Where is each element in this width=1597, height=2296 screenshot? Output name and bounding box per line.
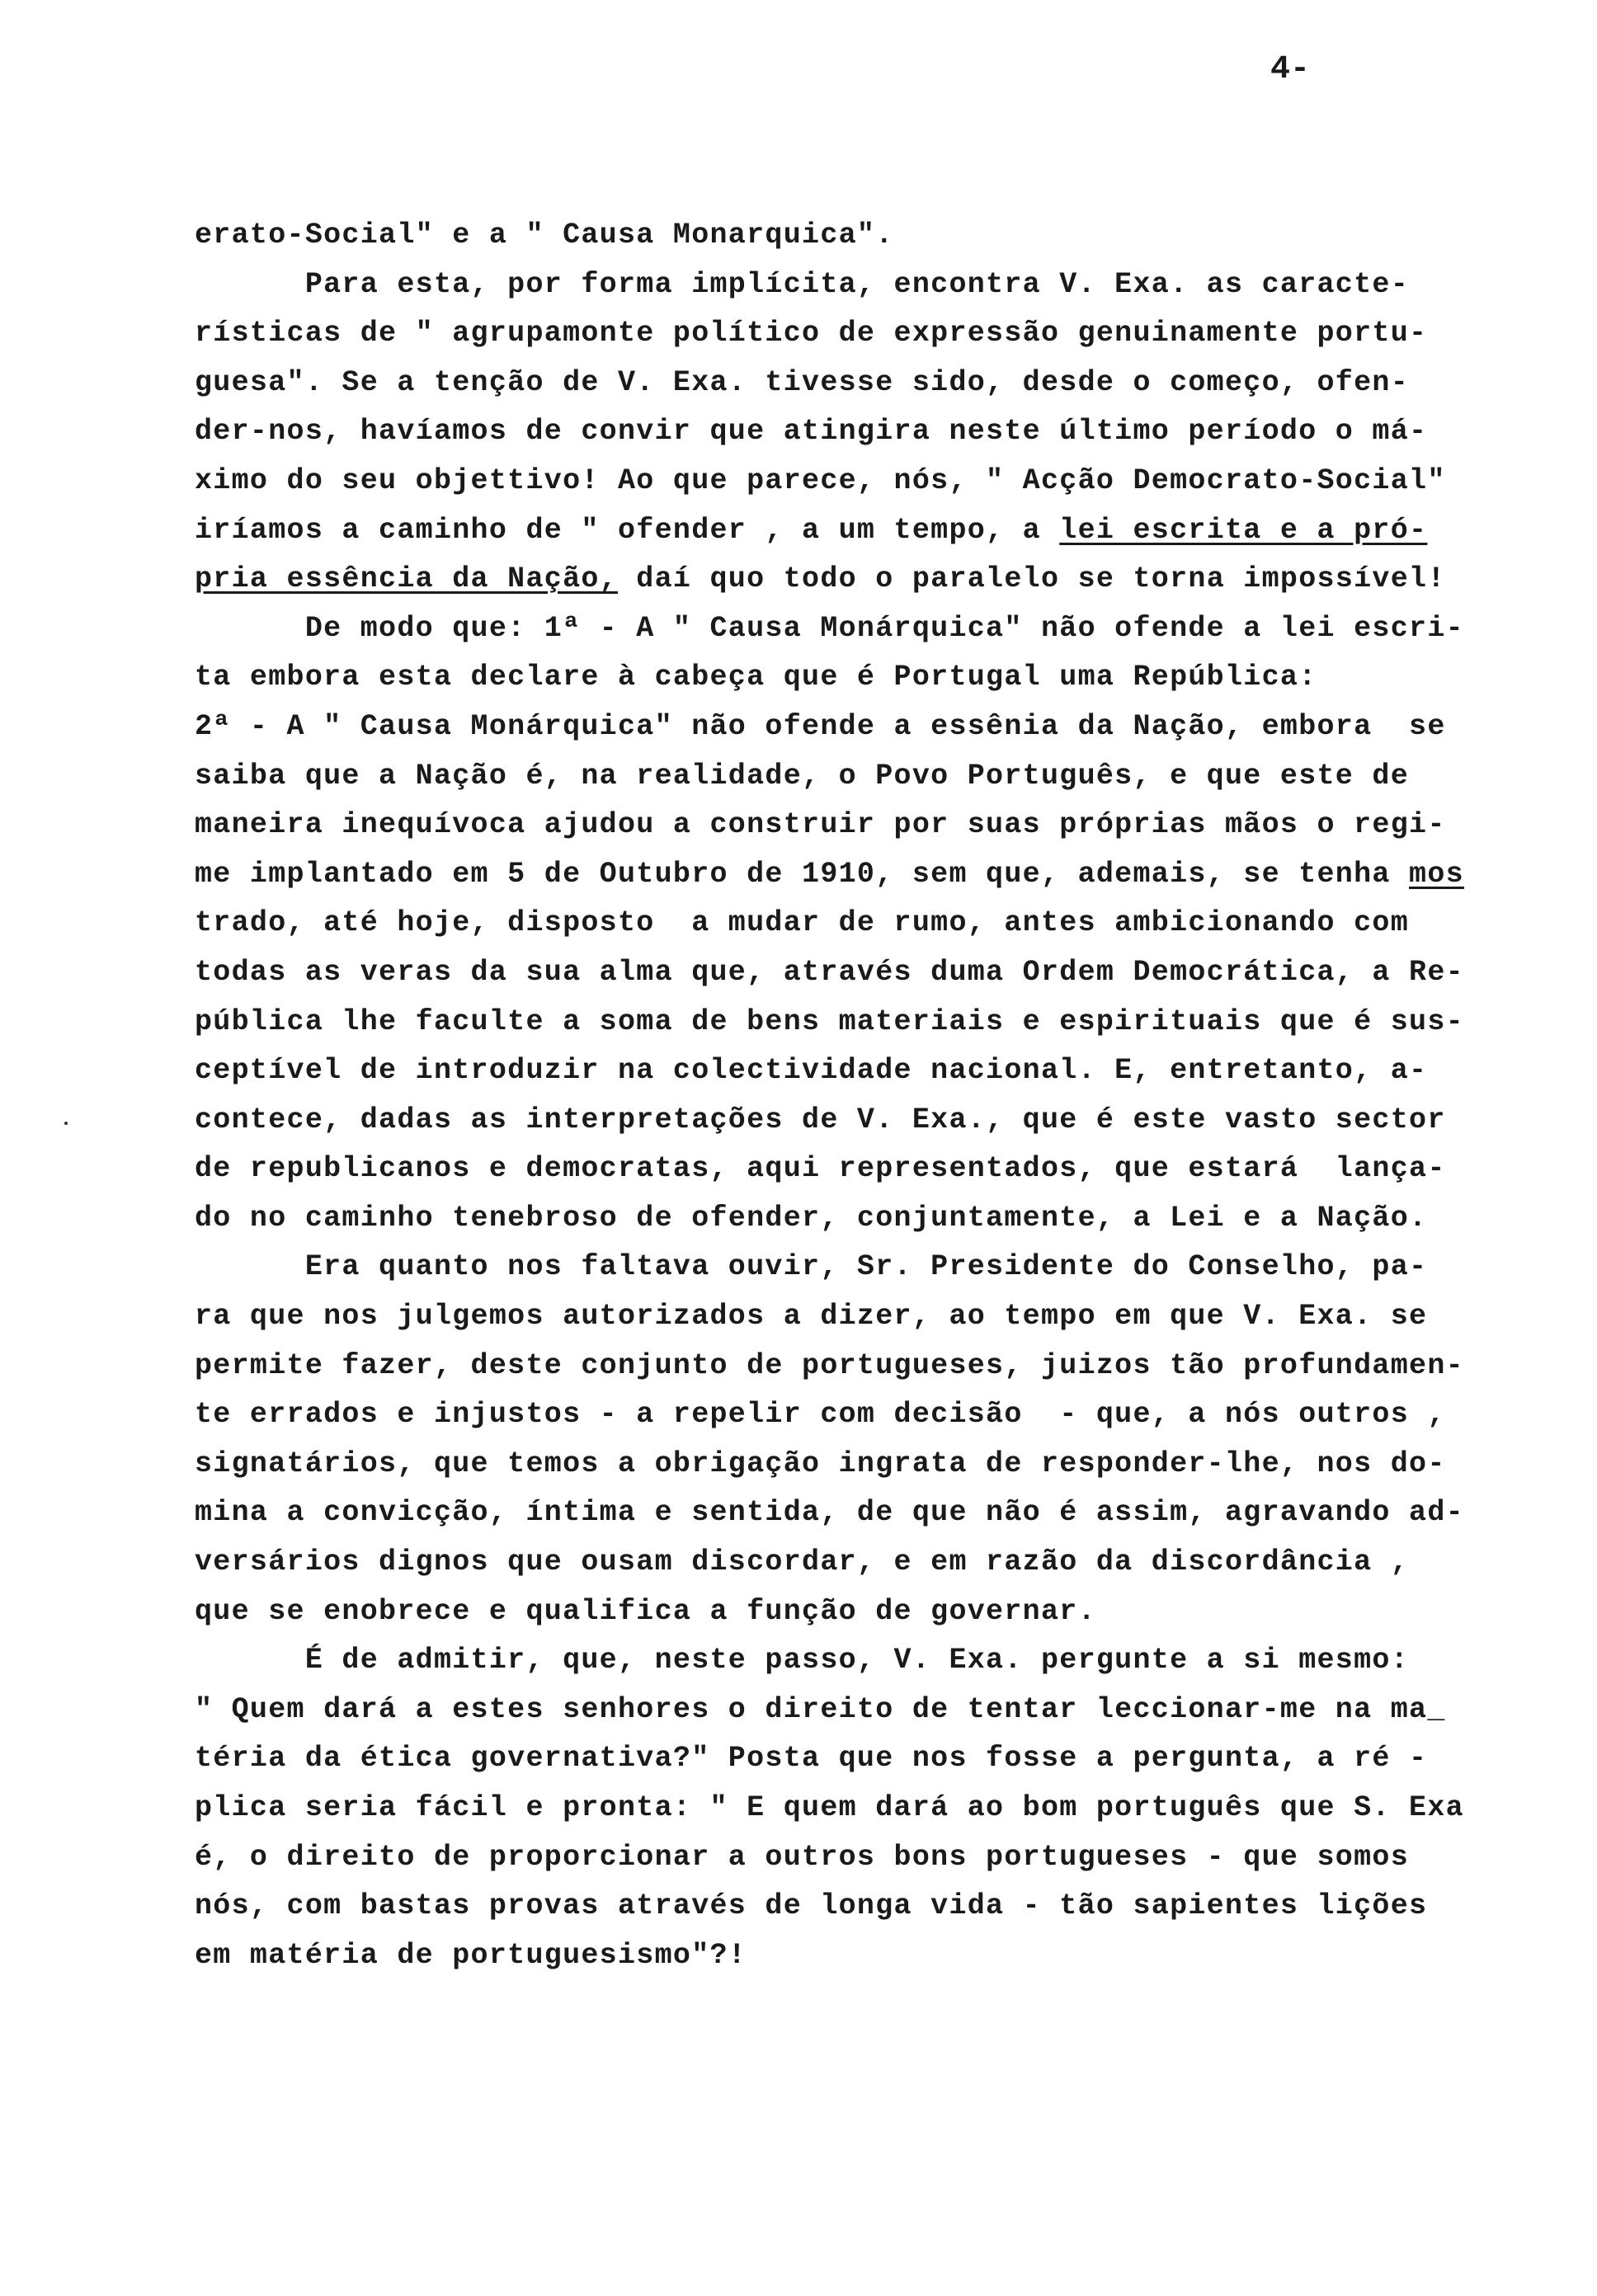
text-line: signatários, que temos a obrigação ingrata de responder-lhe, nos do- xyxy=(195,1447,1446,1480)
text-line: é, o direito de proporcionar a outros bons portugueses - que somos xyxy=(195,1840,1410,1874)
text-line: me implantado em 5 de Outubro de 1910, sem que, ademais, se tenha mos xyxy=(195,857,1464,891)
text-line: guesa". Se a tenção de V. Exa. tivesse sido, desde o começo, ofen- xyxy=(195,365,1410,399)
text-line: der-nos, havíamos de convir que atingira neste último período o má- xyxy=(195,415,1428,449)
text-line: ximo do seu objettivo! Ao que parece, nós, " Acção Democrato-Social" xyxy=(195,463,1446,497)
text-line: " Quem dará a estes senhores o direito de tentar leccionar-me na ma_ xyxy=(195,1692,1446,1726)
text-line: ceptível de introduzir na colectividade nacional. E, entretanto, a- xyxy=(195,1054,1428,1088)
margin-speck xyxy=(64,1122,68,1125)
text-line: nós, com bastas provas através de longa vida - tão sapientes lições xyxy=(195,1889,1428,1923)
underlined-text: lei escrita e a pró- xyxy=(1059,513,1428,547)
text-line: em matéria de portuguesismo"?! xyxy=(195,1938,747,1972)
text-line: permite fazer, deste conjunto de portugueses, juizos tão profundamen- xyxy=(195,1348,1464,1382)
text-line: pria essência da Nação, daí quo todo o paralelo se torna impossível! xyxy=(195,562,1446,596)
text-line: iríamos a caminho de " ofender , a um tempo, a lei escrita e a pró- xyxy=(195,513,1428,547)
text-line: todas as veras da sua alma que, através duma Ordem Democrática, a Re- xyxy=(195,955,1464,989)
text-line: te errados e injustos - a repelir com decisão - que, a nós outros , xyxy=(195,1398,1446,1432)
text-line: trado, até hoje, disposto a mudar de rumo, antes ambicionando com xyxy=(195,906,1410,940)
text-line: De modo que: 1ª - A " Causa Monárquica" não ofende a lei escri- xyxy=(195,611,1464,645)
text-line: contece, dadas as interpretações de V. Exa., que é este vasto sector xyxy=(195,1103,1446,1136)
text-line: plica seria fácil e pronta: " E quem dará ao bom português que S. Exa xyxy=(195,1791,1464,1824)
text-line: versários dignos que ousam discordar, e em razão da discordância , xyxy=(195,1546,1410,1579)
text-line: mina a convicção, íntima e sentida, de que não é assim, agravando ad- xyxy=(195,1496,1464,1530)
underlined-text: mos xyxy=(1409,857,1464,891)
text-line: téria da ética governativa?" Posta que nos fosse a pergunta, a ré - xyxy=(195,1742,1428,1776)
text-line: maneira inequívoca ajudou a construir por suas próprias mãos o regi- xyxy=(195,808,1446,842)
text-line: É de admitir, que, neste passo, V. Exa. pergunte a si mesmo: xyxy=(195,1644,1410,1677)
text-line: rísticas de " agrupamonte político de expressão genuinamente portu- xyxy=(195,317,1428,351)
page-number: 4- xyxy=(1270,51,1311,88)
text-line: 2ª - A " Causa Monárquica" não ofende a essênia da Nação, embora se xyxy=(195,709,1446,743)
text-line: ra que nos julgemos autorizados a dizer, ao tempo em que V. Exa. se xyxy=(195,1300,1428,1334)
text-line: ta embora esta declare à cabeça que é Portugal uma República: xyxy=(195,661,1317,694)
text-line: Para esta, por forma implícita, encontra V. Exa. as caracte- xyxy=(195,267,1410,301)
underlined-text: pria essência da Nação, xyxy=(195,562,618,596)
text-line: saiba que a Nação é, na realidade, o Povo Português, e que este de xyxy=(195,759,1410,793)
text-line: de republicanos e democratas, aqui representados, que estará lança- xyxy=(195,1152,1446,1186)
text-line: que se enobrece e qualifica a função de governar. xyxy=(195,1594,1096,1628)
text-line: pública lhe faculte a soma de bens materiais e espirituais que é sus- xyxy=(195,1004,1464,1038)
letter-body xyxy=(195,211,1539,1980)
text-line: erato-Social" e a " Causa Monarquica". xyxy=(195,219,894,252)
text-line: Era quanto nos faltava ouvir, Sr. Presidente do Conselho, pa- xyxy=(195,1250,1428,1284)
text-line: do no caminho tenebroso de ofender, conjuntamente, a Lei e a Nação. xyxy=(195,1201,1428,1235)
